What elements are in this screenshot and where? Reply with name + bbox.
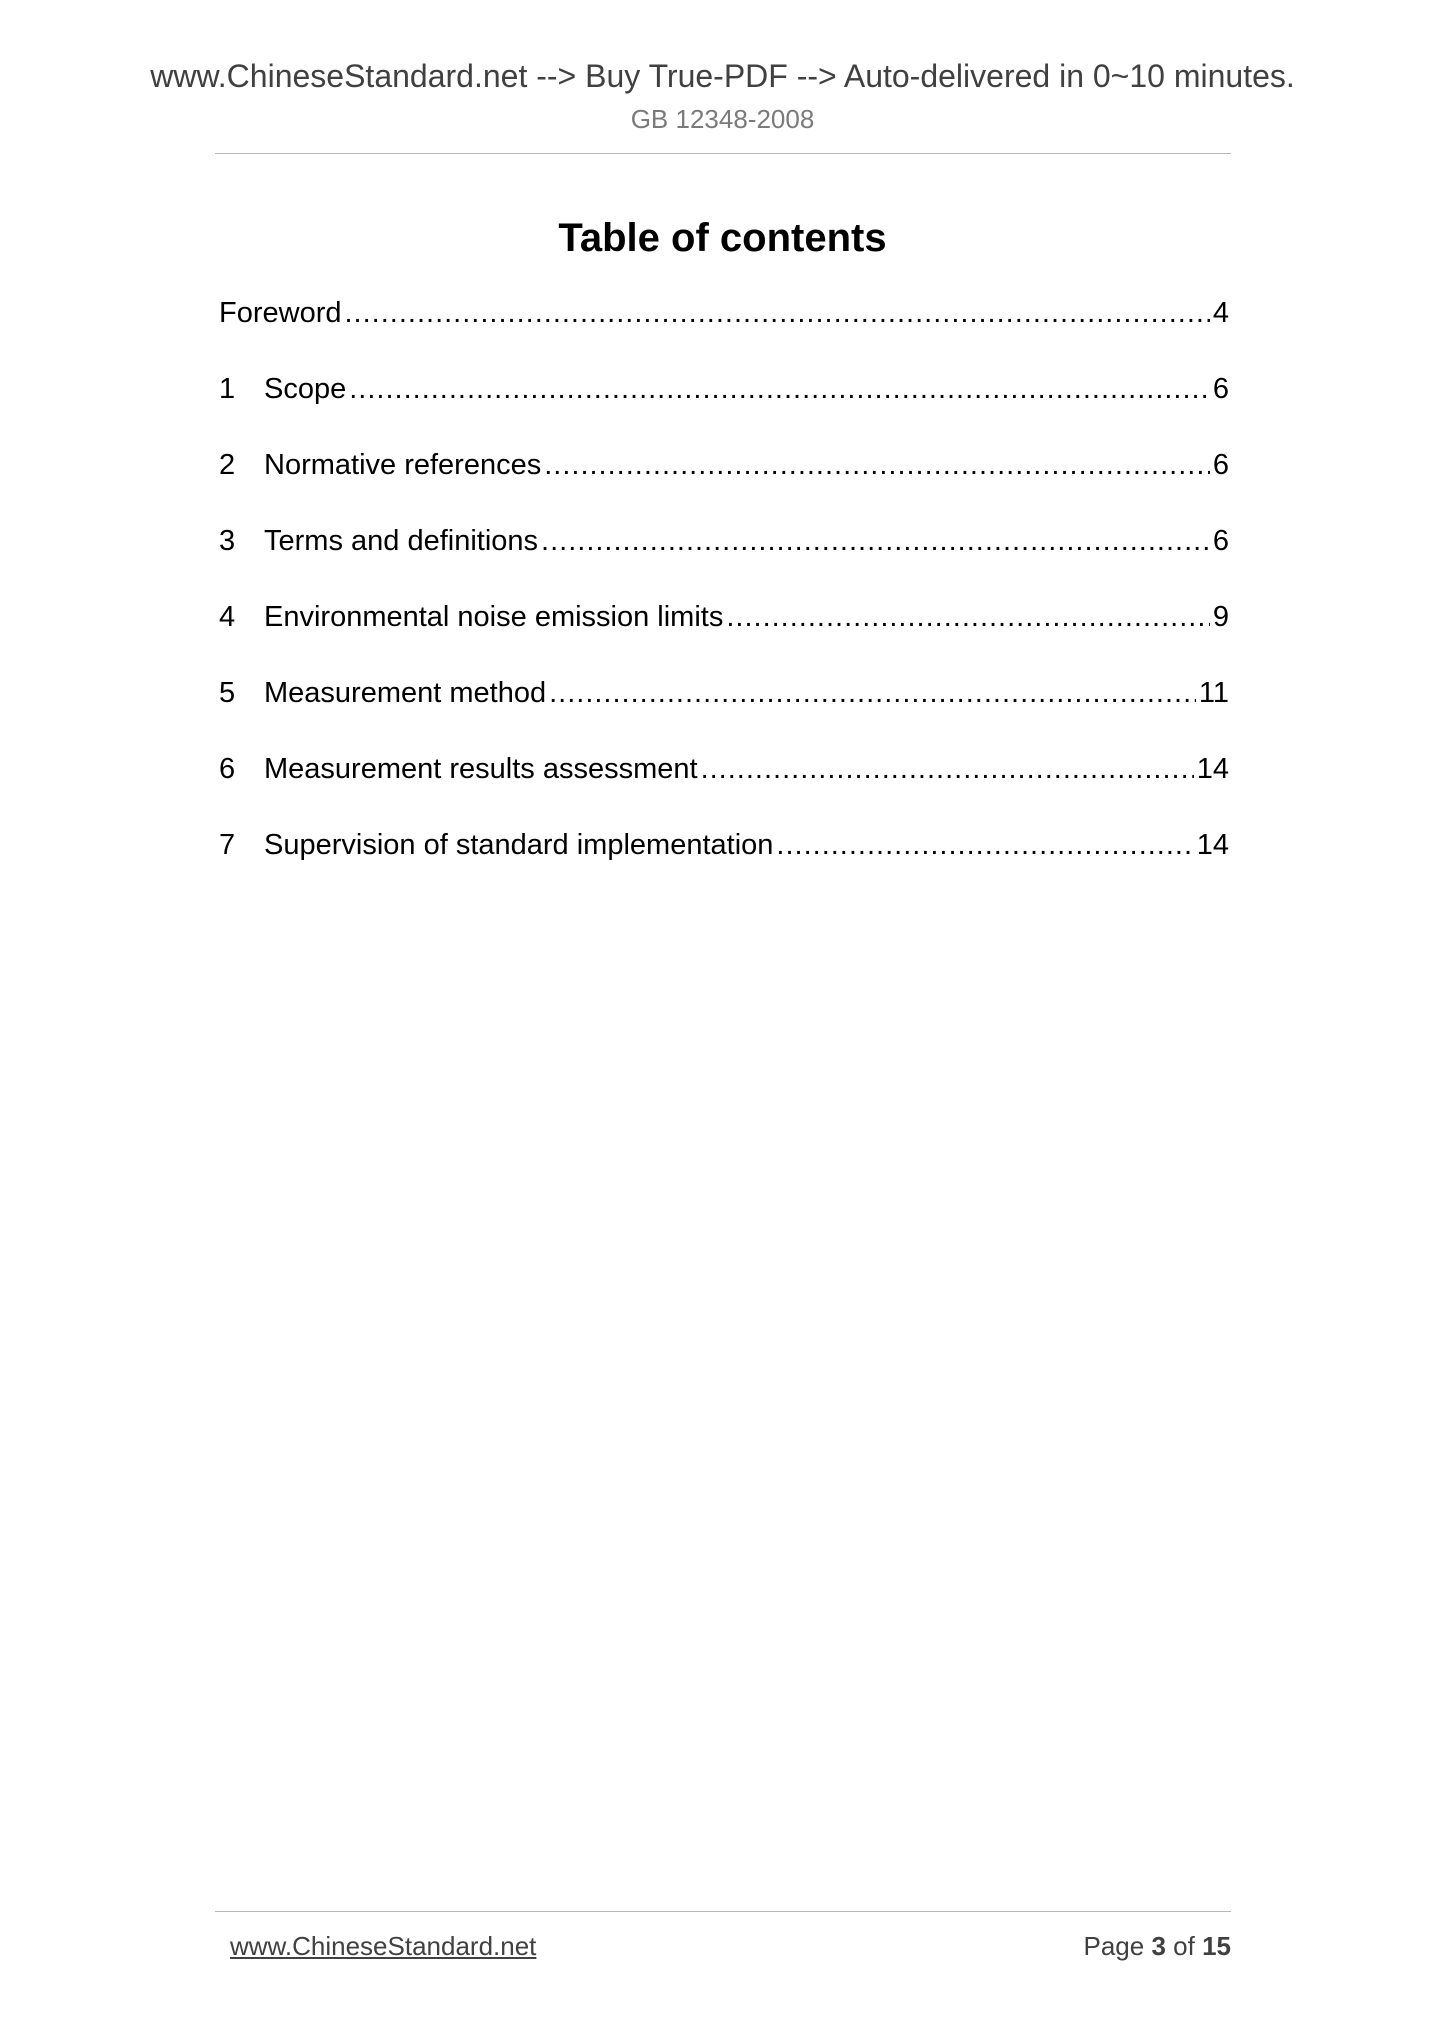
toc-entry-results-assessment[interactable] — [219, 748, 1229, 824]
toc-entry-number: 1 — [219, 373, 236, 405]
footer-divider — [215, 1911, 1231, 1912]
page-current: 3 — [1151, 1931, 1166, 1961]
page-prefix: Page — [1083, 1931, 1145, 1961]
document-id: GB 12348-2008 — [630, 104, 815, 134]
toc-entry-supervision[interactable] — [219, 824, 1229, 900]
toc-entry-text: Supervision of standard implementation — [264, 829, 774, 861]
page-number — [1083, 1929, 1231, 1963]
header-banner: www.ChineseStandard.net --> Buy True-PDF --> Auto-delivered in 0~10 minutes. — [150, 58, 1295, 94]
toc-entry-number: 6 — [219, 753, 236, 785]
toc-entry-number: 3 — [219, 525, 236, 557]
toc-dot-leader — [701, 748, 1194, 790]
toc-entry-text: Environmental noise emission limits — [264, 601, 724, 633]
toc-entry-page: 4 — [1212, 297, 1229, 329]
toc-entry-page: 9 — [1212, 601, 1229, 633]
toc-entry-text: Measurement method — [264, 677, 547, 709]
toc-dot-leader — [776, 824, 1193, 866]
toc-dot-leader — [549, 672, 1196, 714]
toc-entry-text: Scope — [264, 373, 347, 405]
toc-dot-leader — [541, 520, 1210, 562]
toc-entry-number: 5 — [219, 677, 236, 709]
toc-entry-number: 4 — [219, 601, 236, 633]
page-total: 15 — [1202, 1931, 1231, 1961]
toc-entry-text: Measurement results assessment — [264, 753, 698, 785]
toc-title: Table of contents — [558, 216, 887, 260]
page-of: of — [1173, 1931, 1195, 1961]
toc-entry-page: 14 — [1196, 753, 1229, 785]
toc-entry-normative-references[interactable] — [219, 444, 1229, 520]
toc-entry-number: 7 — [219, 829, 236, 861]
toc-entry-page: 6 — [1212, 449, 1229, 481]
toc-dot-leader — [349, 368, 1210, 410]
toc-dot-leader — [544, 444, 1210, 486]
header-divider — [215, 153, 1231, 154]
toc-entry-terms-and-definitions[interactable] — [219, 520, 1229, 596]
footer-website-link[interactable]: www.ChineseStandard.net — [230, 1931, 537, 1961]
toc-entry-page: 6 — [1212, 373, 1229, 405]
toc-dot-leader — [726, 596, 1210, 638]
toc-entry-text: Foreword — [219, 297, 342, 329]
toc-entry-number: 2 — [219, 449, 236, 481]
toc-dot-leader — [345, 292, 1210, 334]
toc-entry-text: Terms and definitions — [264, 525, 539, 557]
toc-entry-page: 14 — [1196, 829, 1229, 861]
toc-entry-foreword[interactable] — [219, 292, 1229, 368]
toc-list — [219, 292, 1229, 900]
toc-entry-page: 6 — [1212, 525, 1229, 557]
toc-entry-scope[interactable] — [219, 368, 1229, 444]
toc-entry-noise-emission-limits[interactable] — [219, 596, 1229, 672]
toc-entry-text: Normative references — [264, 449, 542, 481]
toc-entry-measurement-method[interactable] — [219, 672, 1229, 748]
toc-entry-page: 11 — [1198, 677, 1229, 709]
